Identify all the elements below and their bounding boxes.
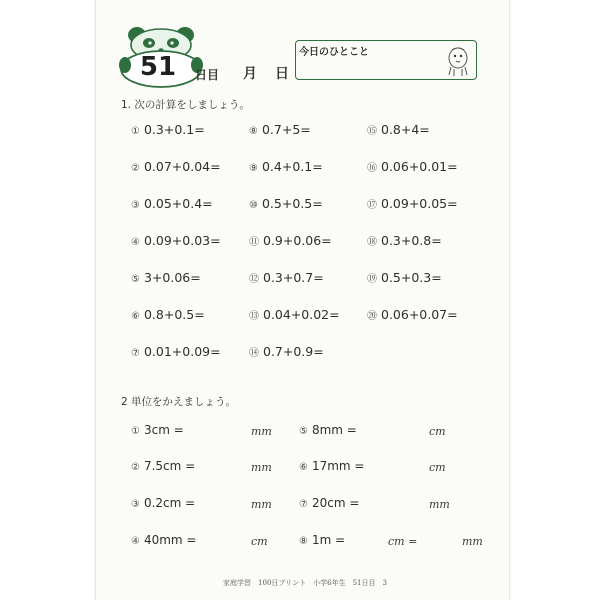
problem-8: ⑧ 0.7+5= xyxy=(249,122,311,137)
section2-title: 2 単位をかえましょう。 xyxy=(121,396,237,408)
day-suffix-label: 日目 xyxy=(195,68,220,82)
day-number: 51 xyxy=(139,52,177,82)
conversion-7: ⑦ 20cm = xyxy=(299,496,360,510)
conversion-5-unit: cm xyxy=(429,425,446,438)
section1-title: 1. 次の計算をしましょう。 xyxy=(121,99,250,111)
page-footer: 家庭学習 100日プリント 小学6年生 51日目 3 xyxy=(223,579,387,587)
conversion-4-unit: cm xyxy=(251,535,268,548)
conversion-3: ③ 0.2cm = xyxy=(131,496,196,510)
conversion-8: ⑧ 1m = xyxy=(299,533,346,547)
conversion-6: ⑥ 17mm = xyxy=(299,459,365,473)
conversion-8-unit: cm = xyxy=(388,535,418,548)
conversion-1: ① 3cm = xyxy=(131,423,184,437)
problem-11: ⑪ 0.9+0.06= xyxy=(249,233,332,248)
conversion-2-unit: mm xyxy=(251,461,272,474)
problem-12: ⑫ 0.3+0.7= xyxy=(249,270,324,285)
problem-18: ⑱ 0.3+0.8= xyxy=(367,233,442,248)
problem-3: ③ 0.05+0.4= xyxy=(131,196,213,211)
date-label: 日 xyxy=(275,66,289,82)
conversion-3-unit: mm xyxy=(251,498,272,511)
problem-16: ⑯ 0.06+0.01= xyxy=(367,159,458,174)
problem-9: ⑨ 0.4+0.1= xyxy=(249,159,323,174)
problem-20: ⑳ 0.06+0.07= xyxy=(367,307,458,322)
month-label: 月 xyxy=(243,66,257,82)
conversion-4: ④ 40mm = xyxy=(131,533,197,547)
problem-10: ⑩ 0.5+0.5= xyxy=(249,196,323,211)
conversion-1-unit: mm xyxy=(251,425,272,438)
problem-13: ⑬ 0.04+0.02= xyxy=(249,307,340,322)
problem-5: ⑤ 3+0.06= xyxy=(131,270,201,285)
conversion-7-unit: mm xyxy=(429,498,450,511)
mascot-icon xyxy=(443,45,473,77)
problem-7: ⑦ 0.01+0.09= xyxy=(131,344,221,359)
conversion-6-unit: cm xyxy=(429,461,446,474)
problem-17: ⑰ 0.09+0.05= xyxy=(367,196,458,211)
problem-14: ⑭ 0.7+0.9= xyxy=(249,344,324,359)
problem-19: ⑲ 0.5+0.3= xyxy=(367,270,442,285)
problem-4: ④ 0.09+0.03= xyxy=(131,233,221,248)
problem-1: ① 0.3+0.1= xyxy=(131,122,205,137)
problem-15: ⑮ 0.8+4= xyxy=(367,122,430,137)
problem-6: ⑥ 0.8+0.5= xyxy=(131,307,205,322)
conversion-8-unit2: mm xyxy=(462,535,483,548)
problem-2: ② 0.07+0.04= xyxy=(131,159,221,174)
conversion-2: ② 7.5cm = xyxy=(131,459,196,473)
conversion-5: ⑤ 8mm = xyxy=(299,423,357,437)
daily-note-label: 今日のひとこと xyxy=(299,47,369,58)
